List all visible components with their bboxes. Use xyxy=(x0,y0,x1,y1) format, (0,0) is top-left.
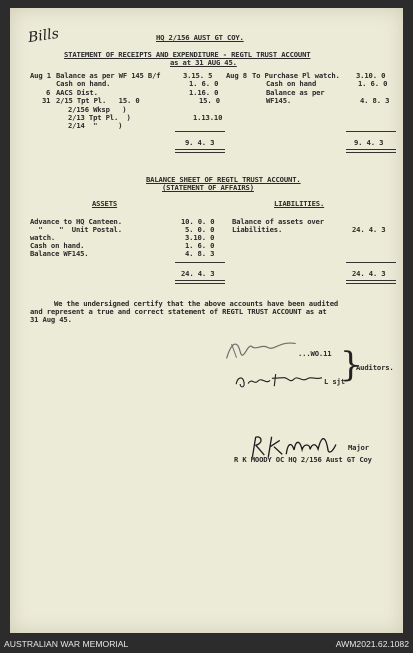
expenditure-desc: WF145. xyxy=(266,96,292,105)
assets-subtotal-rule xyxy=(175,262,225,263)
auditor-signature-2 xyxy=(232,368,325,394)
receipts-total: 9. 4. 3 xyxy=(185,138,215,147)
assets-total-double-rule xyxy=(175,280,225,284)
officer-name-line: R K MOODY OC HQ 2/156 Aust GT Coy xyxy=(234,455,372,464)
expenditure-total-double-rule xyxy=(346,149,396,153)
receipt-desc: 2/14 " ) xyxy=(68,121,123,130)
receipt-desc: 2/13 Tpt Pl. ) xyxy=(68,113,131,122)
asset-amount: 1. 6. 0 xyxy=(185,241,215,250)
footer-accession-number: AWM2021.62.1082 xyxy=(335,639,409,649)
asset-amount: 4. 8. 3 xyxy=(185,249,215,258)
asset-amount: 10. 0. 0 xyxy=(181,217,215,226)
expenditure-desc: Cash on hand xyxy=(266,79,317,88)
auditors-label: Auditors. xyxy=(356,363,394,372)
asset-desc: Advance to HQ Canteen. xyxy=(30,217,122,226)
statement-date: as at 31 AUG 45. xyxy=(170,58,237,67)
liability-desc: Liabilities. xyxy=(232,225,283,234)
asset-desc: Cash on hand. xyxy=(30,241,85,250)
balance-sheet-subtitle: (STATEMENT OF AFFAIRS) xyxy=(162,183,254,192)
officer-rank: Major xyxy=(348,443,369,452)
certification-line: 31 Aug 45. xyxy=(30,315,72,324)
certification-line: and represent a true and correct statement of REGTL TRUST ACCOUNT as at xyxy=(30,307,327,316)
asset-desc: " " Unit Postal. xyxy=(30,225,122,234)
auditor-signature-1 xyxy=(221,333,301,364)
assets-heading: ASSETS xyxy=(92,199,118,208)
receipt-desc: AACS Dist. xyxy=(56,88,98,97)
liabilities-heading: LIABILITIES. xyxy=(274,199,325,208)
receipt-desc: 2/156 Wksp ) xyxy=(68,105,127,114)
balance-sheet-title: BALANCE SHEET OF REGTL TRUST ACCOUNT. xyxy=(146,175,301,184)
receipts-total-double-rule xyxy=(175,149,225,153)
receipt-date: 6 xyxy=(46,88,51,97)
asset-desc: watch. xyxy=(30,233,56,242)
assets-total: 24. 4. 3 xyxy=(181,269,215,278)
expenditure-amount: 4. 8. 3 xyxy=(360,96,390,105)
unit-heading: HQ 2/156 AUST GT COY. xyxy=(156,33,244,42)
receipt-date: 31 xyxy=(42,96,51,105)
receipt-amount: 1. 6. 0 xyxy=(189,79,219,88)
receipt-amount: 1.16. 0 xyxy=(189,88,219,97)
receipt-amount: 15. 0 xyxy=(199,96,220,105)
expenditure-subtotal-rule xyxy=(346,131,396,132)
footer-institution: AUSTRALIAN WAR MEMORIAL xyxy=(4,639,129,649)
auditors-brace: } xyxy=(340,345,362,385)
archive-footer xyxy=(0,633,413,653)
liabilities-total-double-rule xyxy=(346,280,396,284)
signature-scribble-icon xyxy=(221,333,300,360)
liability-amount: 24. 4. 3 xyxy=(352,225,386,234)
liabilities-subtotal-rule xyxy=(346,262,396,263)
receipt-desc: 2/15 Tpt Pl. 15. 0 xyxy=(56,96,140,105)
auditor-2-rank: L sjt xyxy=(324,377,345,386)
expenditure-amount: 1. 6. 0 xyxy=(358,79,388,88)
signature-scribble-icon xyxy=(232,368,325,391)
auditor-1-rank: ...WO.11 xyxy=(298,349,332,358)
expenditure-total: 9. 4. 3 xyxy=(354,138,384,147)
statement-title: STATEMENT OF RECEIPTS AND EXPENDITURE - REGTL TRUST ACCOUNT xyxy=(64,50,311,59)
expenditure-desc: Balance as per xyxy=(266,88,325,97)
corner-handwritten-note: Bills xyxy=(27,25,60,47)
asset-desc: Balance WF145. xyxy=(30,249,89,258)
document-page xyxy=(10,8,403,633)
expenditure-desc: To Purchase Pl watch. xyxy=(252,71,340,80)
liabilities-total: 24. 4. 3 xyxy=(352,269,386,278)
receipts-subtotal-rule xyxy=(175,131,225,132)
liability-desc: Balance of assets over xyxy=(232,217,324,226)
asset-amount: 5. 0. 0 xyxy=(185,225,215,234)
receipt-amount: 1.13.10 xyxy=(193,113,223,122)
receipt-desc: Balance as per WF 145 B/f xyxy=(56,71,161,80)
receipt-desc: Cash on hand. xyxy=(56,79,111,88)
expenditure-amount: 3.10. 0 xyxy=(356,71,386,80)
receipt-amount: 3.15. 5 xyxy=(183,71,213,80)
receipt-date: Aug 1 xyxy=(30,71,51,80)
certification-line: We the undersigned certify that the above accounts have been audited xyxy=(54,299,339,308)
asset-amount: 3.10. 0 xyxy=(185,233,215,242)
expenditure-date: Aug 8 xyxy=(226,71,247,80)
